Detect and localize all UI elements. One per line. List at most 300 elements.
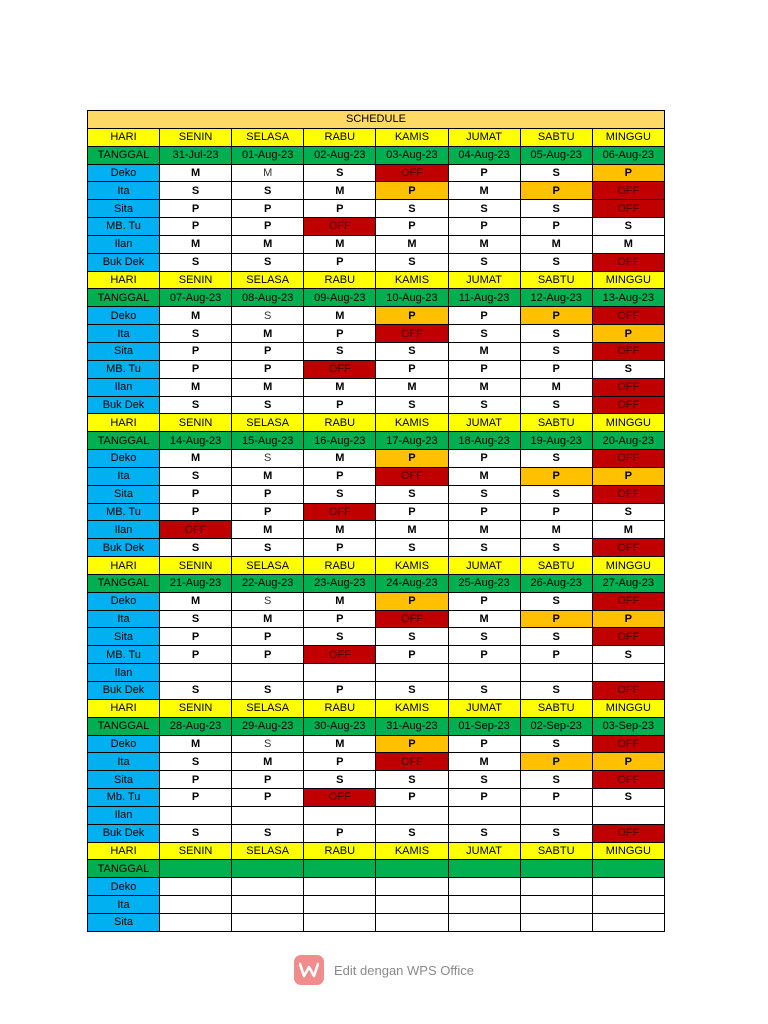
shift-cell: P — [160, 628, 232, 646]
staff-row — [88, 521, 665, 539]
shift-cell: M — [304, 521, 376, 539]
shift-cell: P — [448, 307, 520, 325]
shift-cell: M — [232, 378, 304, 396]
shift-cell: S — [520, 628, 592, 646]
shift-cell — [160, 664, 232, 682]
shift-cell: P — [592, 325, 664, 343]
shift-cell: M — [160, 450, 232, 468]
shift-cell: S — [520, 164, 592, 182]
shift-cell: P — [232, 342, 304, 360]
date-cell — [592, 860, 664, 878]
shift-cell: M — [520, 378, 592, 396]
staff-row — [88, 913, 665, 931]
staff-name: Buk Dek — [88, 824, 160, 842]
staff-name: Sita — [88, 628, 160, 646]
day-header: SENIN — [160, 271, 232, 289]
shift-cell: M — [232, 610, 304, 628]
day-header: SABTU — [520, 128, 592, 146]
shift-cell: M — [304, 735, 376, 753]
shift-cell: P — [160, 789, 232, 807]
shift-cell: S — [520, 735, 592, 753]
shift-cell: OFF — [592, 378, 664, 396]
staff-row — [88, 824, 665, 842]
shift-cell — [448, 896, 520, 914]
staff-row — [88, 235, 665, 253]
shift-cell — [232, 806, 304, 824]
shift-cell — [592, 913, 664, 931]
shift-cell: S — [592, 789, 664, 807]
shift-cell — [304, 913, 376, 931]
staff-name: Buk Dek — [88, 253, 160, 271]
shift-cell: P — [160, 360, 232, 378]
hari-row — [88, 699, 665, 717]
shift-cell: OFF — [592, 735, 664, 753]
shift-cell — [304, 806, 376, 824]
shift-cell: P — [448, 360, 520, 378]
shift-cell: S — [520, 200, 592, 218]
hari-label: HARI — [88, 842, 160, 860]
shift-cell: P — [376, 646, 448, 664]
day-header: MINGGU — [592, 842, 664, 860]
staff-name: Deko — [88, 878, 160, 896]
shift-cell: P — [232, 628, 304, 646]
shift-cell: P — [520, 646, 592, 664]
shift-cell: S — [376, 200, 448, 218]
staff-name: MB. Tu — [88, 218, 160, 236]
day-header: SELASA — [232, 271, 304, 289]
tanggal-row — [88, 574, 665, 592]
date-cell: 12-Aug-23 — [520, 289, 592, 307]
hari-row — [88, 842, 665, 860]
shift-cell: M — [448, 610, 520, 628]
shift-cell: M — [304, 235, 376, 253]
shift-cell: M — [448, 467, 520, 485]
staff-name: Ilan — [88, 664, 160, 682]
shift-cell: P — [448, 164, 520, 182]
staff-row — [88, 218, 665, 236]
staff-name: Sita — [88, 342, 160, 360]
tanggal-row — [88, 146, 665, 164]
date-cell — [376, 860, 448, 878]
shift-cell: M — [520, 521, 592, 539]
staff-name: MB. Tu — [88, 360, 160, 378]
shift-cell: OFF — [304, 503, 376, 521]
hari-label: HARI — [88, 557, 160, 575]
shift-cell: P — [160, 485, 232, 503]
shift-cell: S — [232, 735, 304, 753]
date-cell: 25-Aug-23 — [448, 574, 520, 592]
date-cell: 08-Aug-23 — [232, 289, 304, 307]
shift-cell: OFF — [592, 200, 664, 218]
shift-cell: P — [304, 539, 376, 557]
shift-cell: S — [520, 771, 592, 789]
shift-cell: P — [376, 789, 448, 807]
day-header: JUMAT — [448, 557, 520, 575]
tanggal-label: TANGGAL — [88, 717, 160, 735]
shift-cell: OFF — [160, 521, 232, 539]
shift-cell — [592, 878, 664, 896]
hari-row — [88, 128, 665, 146]
shift-cell: P — [376, 450, 448, 468]
shift-cell: OFF — [592, 396, 664, 414]
shift-cell: S — [448, 824, 520, 842]
staff-name: Ilan — [88, 521, 160, 539]
date-cell: 10-Aug-23 — [376, 289, 448, 307]
hari-row — [88, 414, 665, 432]
shift-cell: S — [448, 485, 520, 503]
shift-cell: M — [304, 182, 376, 200]
day-header: JUMAT — [448, 414, 520, 432]
shift-cell: S — [232, 396, 304, 414]
shift-cell: P — [232, 200, 304, 218]
shift-cell: M — [160, 235, 232, 253]
day-header: SENIN — [160, 557, 232, 575]
staff-row — [88, 485, 665, 503]
shift-cell: P — [160, 342, 232, 360]
shift-cell: S — [448, 771, 520, 789]
shift-cell: S — [232, 824, 304, 842]
tanggal-label: TANGGAL — [88, 289, 160, 307]
staff-row — [88, 378, 665, 396]
wps-watermark[interactable] — [0, 955, 768, 985]
shift-cell: S — [592, 646, 664, 664]
shift-cell: OFF — [376, 610, 448, 628]
day-header: RABU — [304, 557, 376, 575]
shift-cell: P — [592, 467, 664, 485]
shift-cell: P — [160, 503, 232, 521]
shift-cell — [160, 896, 232, 914]
date-cell: 28-Aug-23 — [160, 717, 232, 735]
shift-cell: P — [520, 307, 592, 325]
day-header: SABTU — [520, 842, 592, 860]
date-cell: 01-Sep-23 — [448, 717, 520, 735]
staff-name: Ita — [88, 896, 160, 914]
shift-cell: OFF — [592, 342, 664, 360]
day-header: JUMAT — [448, 271, 520, 289]
wps-office-logo-icon — [294, 955, 324, 985]
staff-row — [88, 182, 665, 200]
shift-cell: S — [520, 485, 592, 503]
shift-cell: S — [304, 164, 376, 182]
shift-cell: S — [376, 771, 448, 789]
date-cell: 09-Aug-23 — [304, 289, 376, 307]
staff-name: Ita — [88, 753, 160, 771]
shift-cell: M — [232, 521, 304, 539]
day-header: MINGGU — [592, 271, 664, 289]
shift-cell: S — [160, 182, 232, 200]
schedule-title: SCHEDULE — [88, 111, 665, 129]
shift-cell: M — [448, 342, 520, 360]
shift-cell — [448, 878, 520, 896]
tanggal-row — [88, 717, 665, 735]
shift-cell: M — [160, 164, 232, 182]
shift-cell — [376, 913, 448, 931]
shift-cell: OFF — [592, 824, 664, 842]
date-cell: 03-Aug-23 — [376, 146, 448, 164]
staff-name: Buk Dek — [88, 682, 160, 700]
shift-cell: P — [232, 789, 304, 807]
shift-cell: OFF — [304, 646, 376, 664]
day-header: SABTU — [520, 271, 592, 289]
day-header: SENIN — [160, 842, 232, 860]
shift-cell: S — [520, 325, 592, 343]
shift-cell: P — [376, 182, 448, 200]
shift-cell: OFF — [592, 485, 664, 503]
day-header: SENIN — [160, 128, 232, 146]
staff-name: Sita — [88, 485, 160, 503]
day-header: SELASA — [232, 557, 304, 575]
staff-row — [88, 253, 665, 271]
shift-cell: OFF — [592, 182, 664, 200]
date-cell: 16-Aug-23 — [304, 432, 376, 450]
shift-cell: S — [520, 396, 592, 414]
staff-row — [88, 646, 665, 664]
shift-cell: S — [376, 485, 448, 503]
day-header: SABTU — [520, 414, 592, 432]
tanggal-row — [88, 289, 665, 307]
staff-row — [88, 450, 665, 468]
day-header: RABU — [304, 128, 376, 146]
shift-cell: S — [376, 824, 448, 842]
tanggal-label: TANGGAL — [88, 146, 160, 164]
staff-row — [88, 200, 665, 218]
staff-name: Ilan — [88, 235, 160, 253]
shift-cell: OFF — [376, 325, 448, 343]
date-cell: 24-Aug-23 — [376, 574, 448, 592]
staff-row — [88, 771, 665, 789]
staff-name: Mb. Tu — [88, 789, 160, 807]
shift-cell — [448, 664, 520, 682]
shift-cell: S — [592, 218, 664, 236]
shift-cell: S — [448, 253, 520, 271]
shift-cell: P — [376, 503, 448, 521]
shift-cell: OFF — [304, 360, 376, 378]
shift-cell: S — [304, 771, 376, 789]
day-header: KAMIS — [376, 128, 448, 146]
shift-cell: OFF — [592, 592, 664, 610]
shift-cell: M — [376, 378, 448, 396]
shift-cell: P — [448, 735, 520, 753]
shift-cell: S — [448, 396, 520, 414]
shift-cell: P — [520, 467, 592, 485]
shift-cell: S — [592, 503, 664, 521]
staff-name: Sita — [88, 200, 160, 218]
shift-cell — [304, 878, 376, 896]
date-cell — [160, 860, 232, 878]
shift-cell: M — [304, 450, 376, 468]
staff-name: Deko — [88, 735, 160, 753]
shift-cell: S — [520, 824, 592, 842]
staff-name: Deko — [88, 450, 160, 468]
shift-cell: S — [448, 682, 520, 700]
shift-cell: P — [592, 753, 664, 771]
shift-cell: M — [592, 521, 664, 539]
shift-cell — [304, 896, 376, 914]
shift-cell: OFF — [592, 450, 664, 468]
shift-cell — [448, 806, 520, 824]
shift-cell — [592, 896, 664, 914]
shift-cell: S — [160, 325, 232, 343]
shift-cell: P — [448, 218, 520, 236]
day-header: KAMIS — [376, 699, 448, 717]
day-header: KAMIS — [376, 557, 448, 575]
shift-cell: M — [448, 235, 520, 253]
shift-cell: M — [232, 235, 304, 253]
day-header: MINGGU — [592, 128, 664, 146]
shift-cell: P — [520, 610, 592, 628]
date-cell: 04-Aug-23 — [448, 146, 520, 164]
shift-cell: P — [448, 646, 520, 664]
date-cell: 31-Aug-23 — [376, 717, 448, 735]
shift-cell: S — [232, 450, 304, 468]
shift-cell: P — [376, 218, 448, 236]
hari-row — [88, 271, 665, 289]
shift-cell: S — [160, 539, 232, 557]
hari-label: HARI — [88, 699, 160, 717]
staff-name: MB. Tu — [88, 646, 160, 664]
shift-cell: M — [304, 307, 376, 325]
hari-label: HARI — [88, 128, 160, 146]
shift-cell: P — [592, 164, 664, 182]
shift-cell: S — [160, 467, 232, 485]
shift-cell: S — [520, 253, 592, 271]
shift-cell: P — [376, 735, 448, 753]
shift-cell — [592, 806, 664, 824]
shift-cell: P — [160, 200, 232, 218]
shift-cell: OFF — [376, 164, 448, 182]
date-cell: 06-Aug-23 — [592, 146, 664, 164]
shift-cell — [376, 806, 448, 824]
day-header: KAMIS — [376, 842, 448, 860]
shift-cell: S — [160, 753, 232, 771]
day-header: MINGGU — [592, 414, 664, 432]
date-cell: 05-Aug-23 — [520, 146, 592, 164]
schedule-table — [87, 110, 665, 932]
day-header: JUMAT — [448, 128, 520, 146]
shift-cell: M — [448, 521, 520, 539]
shift-cell: P — [304, 753, 376, 771]
shift-cell: P — [232, 218, 304, 236]
date-cell: 03-Sep-23 — [592, 717, 664, 735]
date-cell: 26-Aug-23 — [520, 574, 592, 592]
staff-name: MB. Tu — [88, 503, 160, 521]
staff-name: Sita — [88, 913, 160, 931]
shift-cell: P — [448, 789, 520, 807]
shift-cell: P — [304, 200, 376, 218]
staff-name: Ita — [88, 325, 160, 343]
shift-cell: S — [376, 253, 448, 271]
hari-row — [88, 557, 665, 575]
shift-cell — [376, 896, 448, 914]
day-header: SELASA — [232, 128, 304, 146]
shift-cell: P — [448, 503, 520, 521]
shift-cell: S — [376, 342, 448, 360]
shift-cell: S — [448, 325, 520, 343]
shift-cell: P — [376, 592, 448, 610]
shift-cell: S — [304, 342, 376, 360]
date-cell: 22-Aug-23 — [232, 574, 304, 592]
shift-cell: P — [304, 610, 376, 628]
shift-cell: S — [160, 682, 232, 700]
shift-cell: M — [232, 467, 304, 485]
shift-cell: S — [232, 253, 304, 271]
staff-row — [88, 164, 665, 182]
shift-cell: M — [376, 521, 448, 539]
shift-cell: M — [160, 307, 232, 325]
day-header: SELASA — [232, 842, 304, 860]
day-header: MINGGU — [592, 699, 664, 717]
shift-cell: P — [304, 396, 376, 414]
shift-cell: S — [448, 200, 520, 218]
tanggal-label: TANGGAL — [88, 574, 160, 592]
shift-cell: P — [232, 503, 304, 521]
shift-cell: S — [160, 253, 232, 271]
shift-cell: M — [232, 325, 304, 343]
staff-row — [88, 539, 665, 557]
day-header: JUMAT — [448, 699, 520, 717]
shift-cell: S — [232, 307, 304, 325]
shift-cell: OFF — [592, 682, 664, 700]
shift-cell: S — [376, 539, 448, 557]
shift-cell: P — [520, 360, 592, 378]
shift-cell: M — [592, 235, 664, 253]
date-cell: 20-Aug-23 — [592, 432, 664, 450]
staff-row — [88, 896, 665, 914]
day-header: SENIN — [160, 414, 232, 432]
staff-row — [88, 592, 665, 610]
shift-cell: P — [232, 485, 304, 503]
staff-row — [88, 325, 665, 343]
shift-cell: OFF — [592, 771, 664, 789]
staff-name: Deko — [88, 164, 160, 182]
shift-cell: P — [160, 646, 232, 664]
staff-name: Sita — [88, 771, 160, 789]
staff-row — [88, 610, 665, 628]
shift-cell: S — [232, 682, 304, 700]
staff-row — [88, 503, 665, 521]
shift-cell: S — [304, 485, 376, 503]
staff-name: Buk Dek — [88, 396, 160, 414]
schedule-title-row — [88, 111, 665, 129]
shift-cell: S — [304, 628, 376, 646]
day-header: RABU — [304, 842, 376, 860]
shift-cell: S — [232, 539, 304, 557]
shift-cell: OFF — [592, 628, 664, 646]
staff-name: Deko — [88, 307, 160, 325]
shift-cell — [232, 896, 304, 914]
shift-cell: M — [520, 235, 592, 253]
shift-cell: S — [520, 450, 592, 468]
day-header: MINGGU — [592, 557, 664, 575]
staff-name: Ilan — [88, 806, 160, 824]
staff-row — [88, 735, 665, 753]
shift-cell: S — [376, 682, 448, 700]
staff-row — [88, 806, 665, 824]
staff-row — [88, 342, 665, 360]
shift-cell — [448, 913, 520, 931]
shift-cell: S — [520, 592, 592, 610]
shift-cell: M — [160, 378, 232, 396]
date-cell: 29-Aug-23 — [232, 717, 304, 735]
shift-cell — [160, 913, 232, 931]
date-cell: 21-Aug-23 — [160, 574, 232, 592]
shift-cell: P — [592, 610, 664, 628]
shift-cell: M — [232, 164, 304, 182]
shift-cell: P — [376, 307, 448, 325]
shift-cell — [160, 878, 232, 896]
date-cell — [304, 860, 376, 878]
shift-cell: M — [304, 378, 376, 396]
